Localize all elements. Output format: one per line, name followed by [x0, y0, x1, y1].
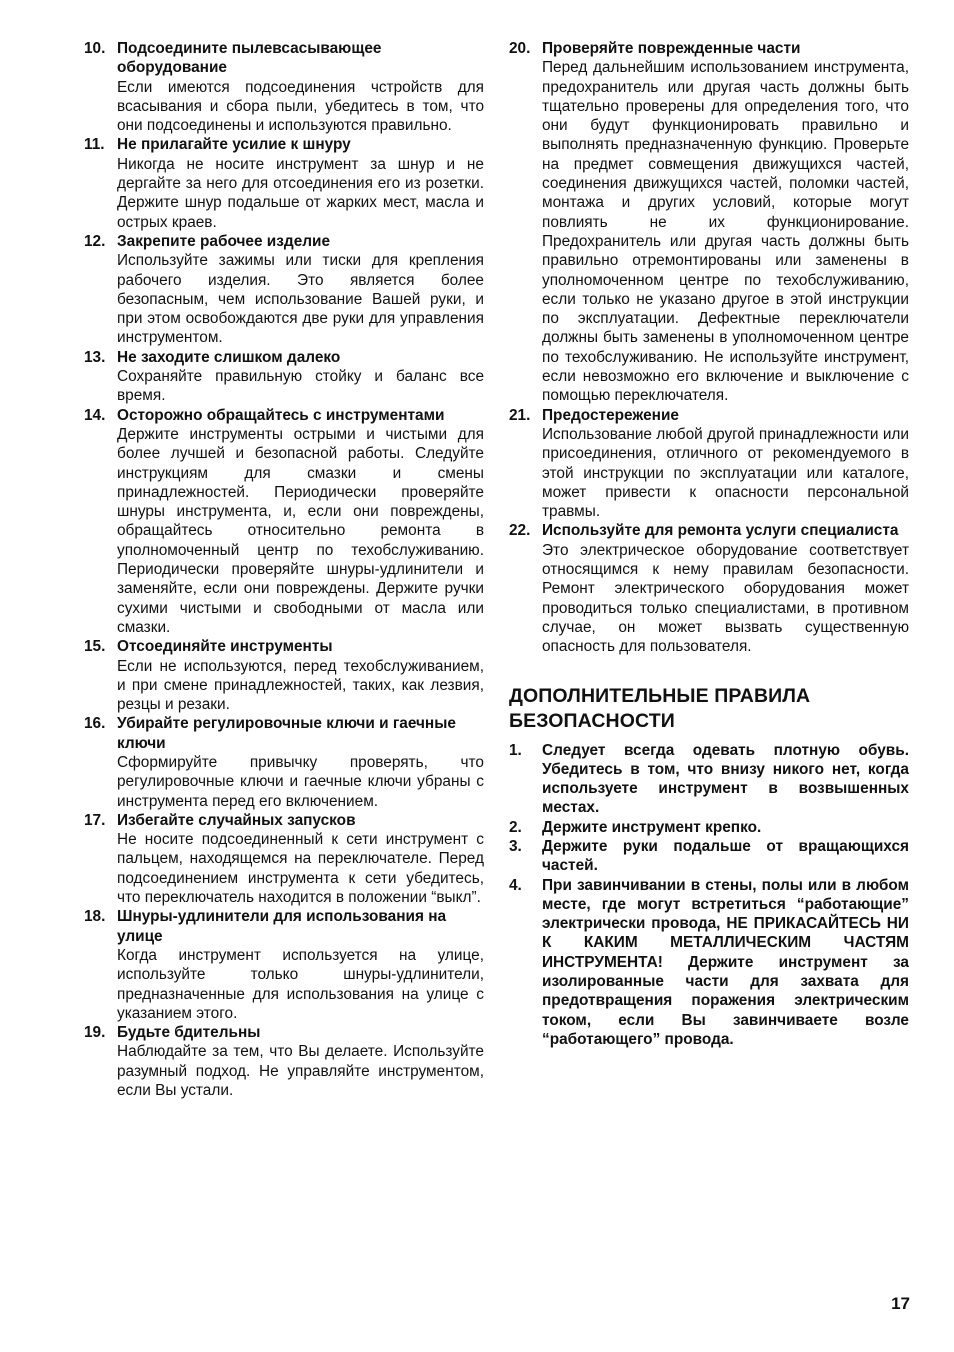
item-text: Когда инструмент используется на улице, используйте только шнуры-удлинители, предназначенные для использования на улице с указанием этого.: [117, 946, 484, 1022]
item-title: Не прилагайте усилие к шнуру: [117, 136, 351, 154]
item-text: Не носите подсоединенный к сети инструмент с пальцем, находящемся на переключателе. Перед подсоединением инструмента к сети убедитесь, что переключатель находится в положении “выкл”.: [117, 831, 484, 907]
item-number: 15.: [84, 638, 106, 656]
list-item: [84, 39, 484, 135]
item-text: Если имеются подсоединения чстройств для всасывания и сбора пыли, убедитесь в том, что они подсоединены и используются правильно.: [117, 78, 484, 135]
list-item: [509, 521, 909, 656]
item-text: Никогда не носите инструмент за шнур и не дергайте за него для отсоединения его из розетки. Держите шнур подальше от жарких мест, масла и острых краев.: [117, 155, 484, 231]
item-number: 22.: [509, 522, 531, 540]
item-text: Если не используются, перед техобслуживанием, и при смене принадлежностей, таких, как лезвия, резцы и резаки.: [117, 657, 484, 714]
item-number: 17.: [84, 811, 106, 829]
item-text: Используйте зажимы или тиски для крепления рабочего изделия. Это является более безопасным, чем использование Вашей руки, и при этом освобождаются две руки для управления инструментом.: [117, 252, 484, 347]
item-title: Предостережение: [542, 406, 679, 424]
item-number: 13.: [84, 348, 106, 366]
item-text: Использование любой другой принадлежности или присоединения, отличного от рекомендуемого в этой инструкции по эксплуатации или каталоге, может привести к опасности персональной травмы.: [542, 425, 909, 521]
list-item: [84, 1023, 484, 1100]
list-item: [84, 637, 484, 714]
list-item: [509, 818, 909, 837]
item-number: 19.: [84, 1024, 106, 1042]
item-number: 14.: [84, 406, 106, 424]
section-heading: ДОПОЛНИТЕЛЬНЫЕ ПРАВИЛА БЕЗОПАСНОСТИ: [509, 684, 811, 732]
item-title: Закрепите рабочее изделие: [117, 232, 331, 250]
item-title: Избегайте случайных запусков: [117, 811, 356, 829]
item-title: Будьте бдительны: [117, 1024, 261, 1042]
item-title: Проверяйте поврежденные части: [542, 40, 801, 57]
list-item: [84, 811, 484, 907]
page-number: 17: [891, 1294, 910, 1313]
list-item: [509, 406, 909, 522]
item-number: 2.: [509, 818, 522, 836]
item-title: Осторожно обращайтесь с инструментами: [117, 406, 445, 424]
item-number: 1.: [509, 741, 522, 759]
item-text: Держите инструмент крепко.: [542, 818, 762, 836]
list-item: [509, 39, 909, 406]
item-text: Сформируйте привычку проверять, что регулировочные ключи и гаечные ключи убраны с инструмента перед его включением.: [117, 753, 484, 810]
list-item: [84, 907, 484, 1023]
item-text: Следует всегда одевать плотную обувь. Убедитесь в том, что внизу никого нет, когда используете инструмент в возвышенных местах.: [542, 741, 909, 817]
item-number: 16.: [84, 715, 106, 733]
item-text: Держите инструменты острыми и чистыми для более лучшей и безопасной работы. Следуйте инструкциям для смазки и смены принадлежностей. Периодически проверяйте шнуры инструмента, и, если они повреждены, обращайтесь относительно ремонта в уполномоченный центр по техобслуживанию. Периодически проверяйте шнуры-удлинители и заменяйте, если они повреждены. Держите ручки сухими чистыми и свободными от масла или смазки.: [117, 425, 484, 636]
item-text: Держите руки подальше от вращающихся частей.: [542, 837, 909, 875]
item-number: 3.: [509, 837, 522, 855]
list-item: [509, 741, 909, 818]
item-number: 12.: [84, 232, 106, 250]
item-text: Сохраняйте правильную стойку и баланс все время.: [117, 368, 484, 405]
list-item: [84, 348, 484, 406]
item-text: Перед дальнейшим использованием инструмента, предохранитель или другая часть должны быть тщательно проверены для определения того, что они будут функционировать правильно и выполнять предназначенную функцию. Проверьте на предмет совмещения движущихся частей, соединения движущихся частей, поломки частей, монтажа и других условий, которые могут повлиять не их функционирование. Предохранитель или другая часть должны быть правильно отремонтированы или заменены в уполномоченном центре по техобслуживанию, если только не указано другое в этой инструкции по эксплуатации. Дефектные переключатели должны быть заменены в уполномоченном центре по техобслуживанию. Не используйте инструмент, если невозможно его включение и выключение с помощью переключателя.: [542, 59, 909, 405]
item-title: Не заходите слишком далеко: [117, 348, 341, 366]
item-number: 10.: [84, 40, 106, 57]
item-text: При завинчивании в стены, полы или в любом месте, где могут встретиться “работающие” электрически провода, НЕ ПРИКАСАЙТЕСЬ НИ К КАКИМ МЕТАЛЛИЧЕСКИМ ЧАСТЯМ ИНСТРУМЕНТА! Держите инструмент за изолированные части для захвата для предотвращения поражения электрическим током, если Вы завинчиваете возле “работающего” провода.: [542, 876, 909, 1048]
item-title: Подсоедините пылевсасывающее оборудование: [117, 40, 382, 77]
list-item: [509, 837, 909, 876]
item-number: 18.: [84, 908, 106, 926]
list-item: [509, 876, 909, 1050]
item-number: 20.: [509, 40, 531, 57]
additional-rules-list: [509, 741, 909, 1050]
item-title: Убирайте регулировочные ключи и гаечные ключи: [117, 715, 456, 752]
list-item: [84, 406, 484, 638]
item-number: 21.: [509, 406, 531, 424]
right-column: [509, 39, 909, 1049]
list-item: [84, 135, 484, 231]
item-title: Используйте для ремонта услуги специалиста: [542, 522, 899, 540]
item-title: Шнуры-удлинители для использования на улице: [117, 908, 447, 945]
left-column: [84, 39, 484, 1100]
item-text: Это электрическое оборудование соответствует относящимся к нему правилам безопасности. Ремонт электрического оборудования может проводиться только специалистами, в противном случае, он может вызвать существенную опасность для пользователя.: [542, 541, 909, 656]
list-item: [84, 714, 484, 810]
item-title: Отсоединяйте инструменты: [117, 638, 333, 656]
list-item: [84, 232, 484, 348]
item-text: Наблюдайте за тем, что Вы делаете. Используйте разумный подход. Не управляйте инструментом, если Вы устали.: [117, 1043, 484, 1100]
item-number: 4.: [509, 876, 522, 894]
item-number: 11.: [84, 136, 105, 154]
